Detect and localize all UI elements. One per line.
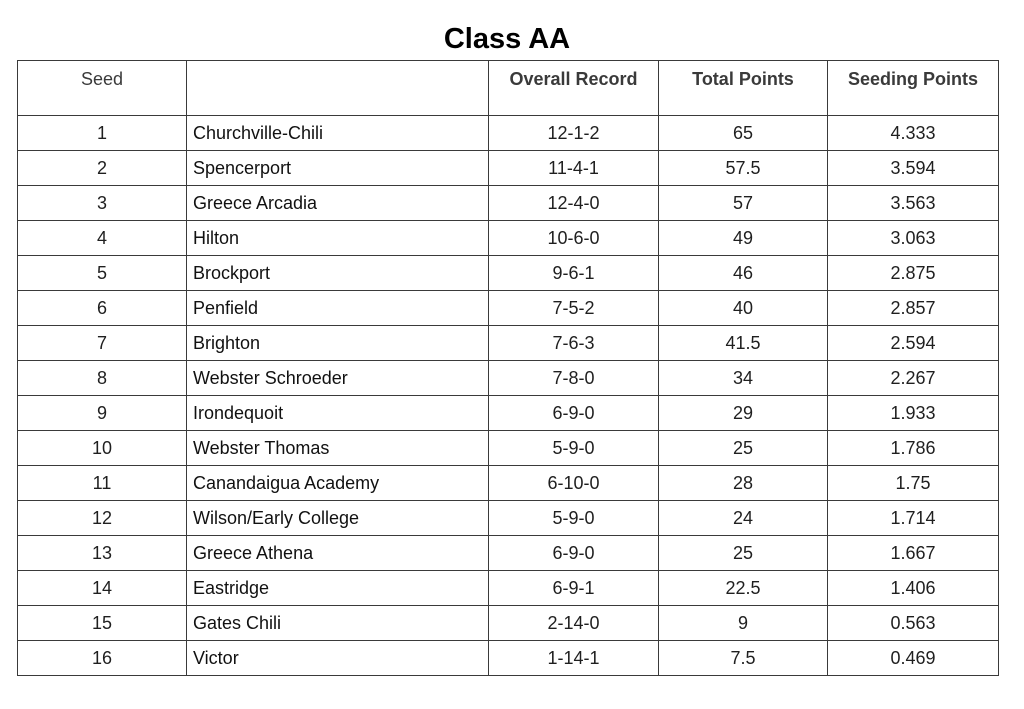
overall-record-cell: 2-14-0 [489, 606, 659, 641]
table-row [18, 571, 999, 606]
seeding-points-column-header: Seeding Points [828, 61, 999, 116]
seed-cell: 13 [18, 536, 187, 571]
overall-record-cell: 12-1-2 [489, 116, 659, 151]
team-name-cell: Victor [187, 641, 489, 676]
table-row [18, 501, 999, 536]
team-name-cell: Hilton [187, 221, 489, 256]
total-points-cell: 25 [659, 536, 828, 571]
overall-record-cell: 5-9-0 [489, 431, 659, 466]
total-points-column-header: Total Points [659, 61, 828, 116]
seed-cell: 10 [18, 431, 187, 466]
seeding-points-cell: 2.857 [828, 291, 999, 326]
table-row [18, 151, 999, 186]
team-name-cell: Brighton [187, 326, 489, 361]
table-row [18, 606, 999, 641]
seed-cell: 5 [18, 256, 187, 291]
total-points-cell: 25 [659, 431, 828, 466]
seed-cell: 9 [18, 396, 187, 431]
page-title: Class AA [443, 23, 571, 55]
seed-cell: 15 [18, 606, 187, 641]
seed-cell: 16 [18, 641, 187, 676]
total-points-cell: 40 [659, 291, 828, 326]
total-points-cell: 34 [659, 361, 828, 396]
seed-cell: 11 [18, 466, 187, 501]
seed-cell: 6 [18, 291, 187, 326]
seed-cell: 4 [18, 221, 187, 256]
overall-record-cell: 1-14-1 [489, 641, 659, 676]
table-row [18, 431, 999, 466]
table-row [18, 256, 999, 291]
seeding-points-cell: 0.563 [828, 606, 999, 641]
seeding-points-cell: 3.063 [828, 221, 999, 256]
seeding-points-cell: 3.563 [828, 186, 999, 221]
seed-cell: 3 [18, 186, 187, 221]
seeding-points-cell: 2.875 [828, 256, 999, 291]
seed-cell: 7 [18, 326, 187, 361]
overall-record-cell: 6-9-0 [489, 396, 659, 431]
team-name-cell: Irondequoit [187, 396, 489, 431]
table-header [18, 61, 999, 116]
seeding-points-cell: 4.333 [828, 116, 999, 151]
overall-record-cell: 7-5-2 [489, 291, 659, 326]
seeding-points-cell: 1.406 [828, 571, 999, 606]
total-points-cell: 28 [659, 466, 828, 501]
seed-column-header: Seed [18, 61, 187, 116]
overall-record-cell: 5-9-0 [489, 501, 659, 536]
seeding-points-cell: 1.933 [828, 396, 999, 431]
overall-record-cell: 6-9-0 [489, 536, 659, 571]
team-name-cell: Churchville-Chili [187, 116, 489, 151]
seeding-points-cell: 2.594 [828, 326, 999, 361]
seed-cell: 14 [18, 571, 187, 606]
table-row [18, 326, 999, 361]
table-row [18, 536, 999, 571]
total-points-cell: 24 [659, 501, 828, 536]
total-points-cell: 46 [659, 256, 828, 291]
seeding-points-cell: 3.594 [828, 151, 999, 186]
team-name-cell: Webster Schroeder [187, 361, 489, 396]
table-row [18, 116, 999, 151]
team-name-cell: Webster Thomas [187, 431, 489, 466]
header-row [18, 61, 999, 116]
total-points-cell: 7.5 [659, 641, 828, 676]
table-row [18, 291, 999, 326]
table-row [18, 641, 999, 676]
overall-record-column-header: Overall Record [489, 61, 659, 116]
total-points-cell: 41.5 [659, 326, 828, 361]
team-name-cell: Brockport [187, 256, 489, 291]
seed-cell: 1 [18, 116, 187, 151]
seed-cell: 2 [18, 151, 187, 186]
seeding-points-cell: 1.75 [828, 466, 999, 501]
team-name-cell: Wilson/Early College [187, 501, 489, 536]
total-points-cell: 57.5 [659, 151, 828, 186]
table-row [18, 221, 999, 256]
team-name-cell: Greece Athena [187, 536, 489, 571]
overall-record-cell: 6-10-0 [489, 466, 659, 501]
table-body [18, 116, 999, 676]
seeding-points-cell: 2.267 [828, 361, 999, 396]
overall-record-cell: 6-9-1 [489, 571, 659, 606]
total-points-cell: 65 [659, 116, 828, 151]
overall-record-cell: 11-4-1 [489, 151, 659, 186]
total-points-cell: 29 [659, 396, 828, 431]
team-name-cell: Eastridge [187, 571, 489, 606]
standings-table [17, 60, 999, 676]
seeding-points-cell: 0.469 [828, 641, 999, 676]
team-name-cell: Greece Arcadia [187, 186, 489, 221]
total-points-cell: 49 [659, 221, 828, 256]
table-row [18, 361, 999, 396]
overall-record-cell: 9-6-1 [489, 256, 659, 291]
table-row [18, 466, 999, 501]
team-name-cell: Canandaigua Academy [187, 466, 489, 501]
team-name-cell: Gates Chili [187, 606, 489, 641]
total-points-cell: 22.5 [659, 571, 828, 606]
seeding-points-cell: 1.714 [828, 501, 999, 536]
seed-cell: 8 [18, 361, 187, 396]
overall-record-cell: 12-4-0 [489, 186, 659, 221]
overall-record-cell: 7-8-0 [489, 361, 659, 396]
overall-record-cell: 10-6-0 [489, 221, 659, 256]
seeding-points-cell: 1.667 [828, 536, 999, 571]
total-points-cell: 57 [659, 186, 828, 221]
total-points-cell: 9 [659, 606, 828, 641]
table-row [18, 186, 999, 221]
overall-record-cell: 7-6-3 [489, 326, 659, 361]
team-name-cell: Spencerport [187, 151, 489, 186]
team-name-cell: Penfield [187, 291, 489, 326]
seeding-points-cell: 1.786 [828, 431, 999, 466]
team-column-header [187, 61, 489, 116]
table-row [18, 396, 999, 431]
seed-cell: 12 [18, 501, 187, 536]
